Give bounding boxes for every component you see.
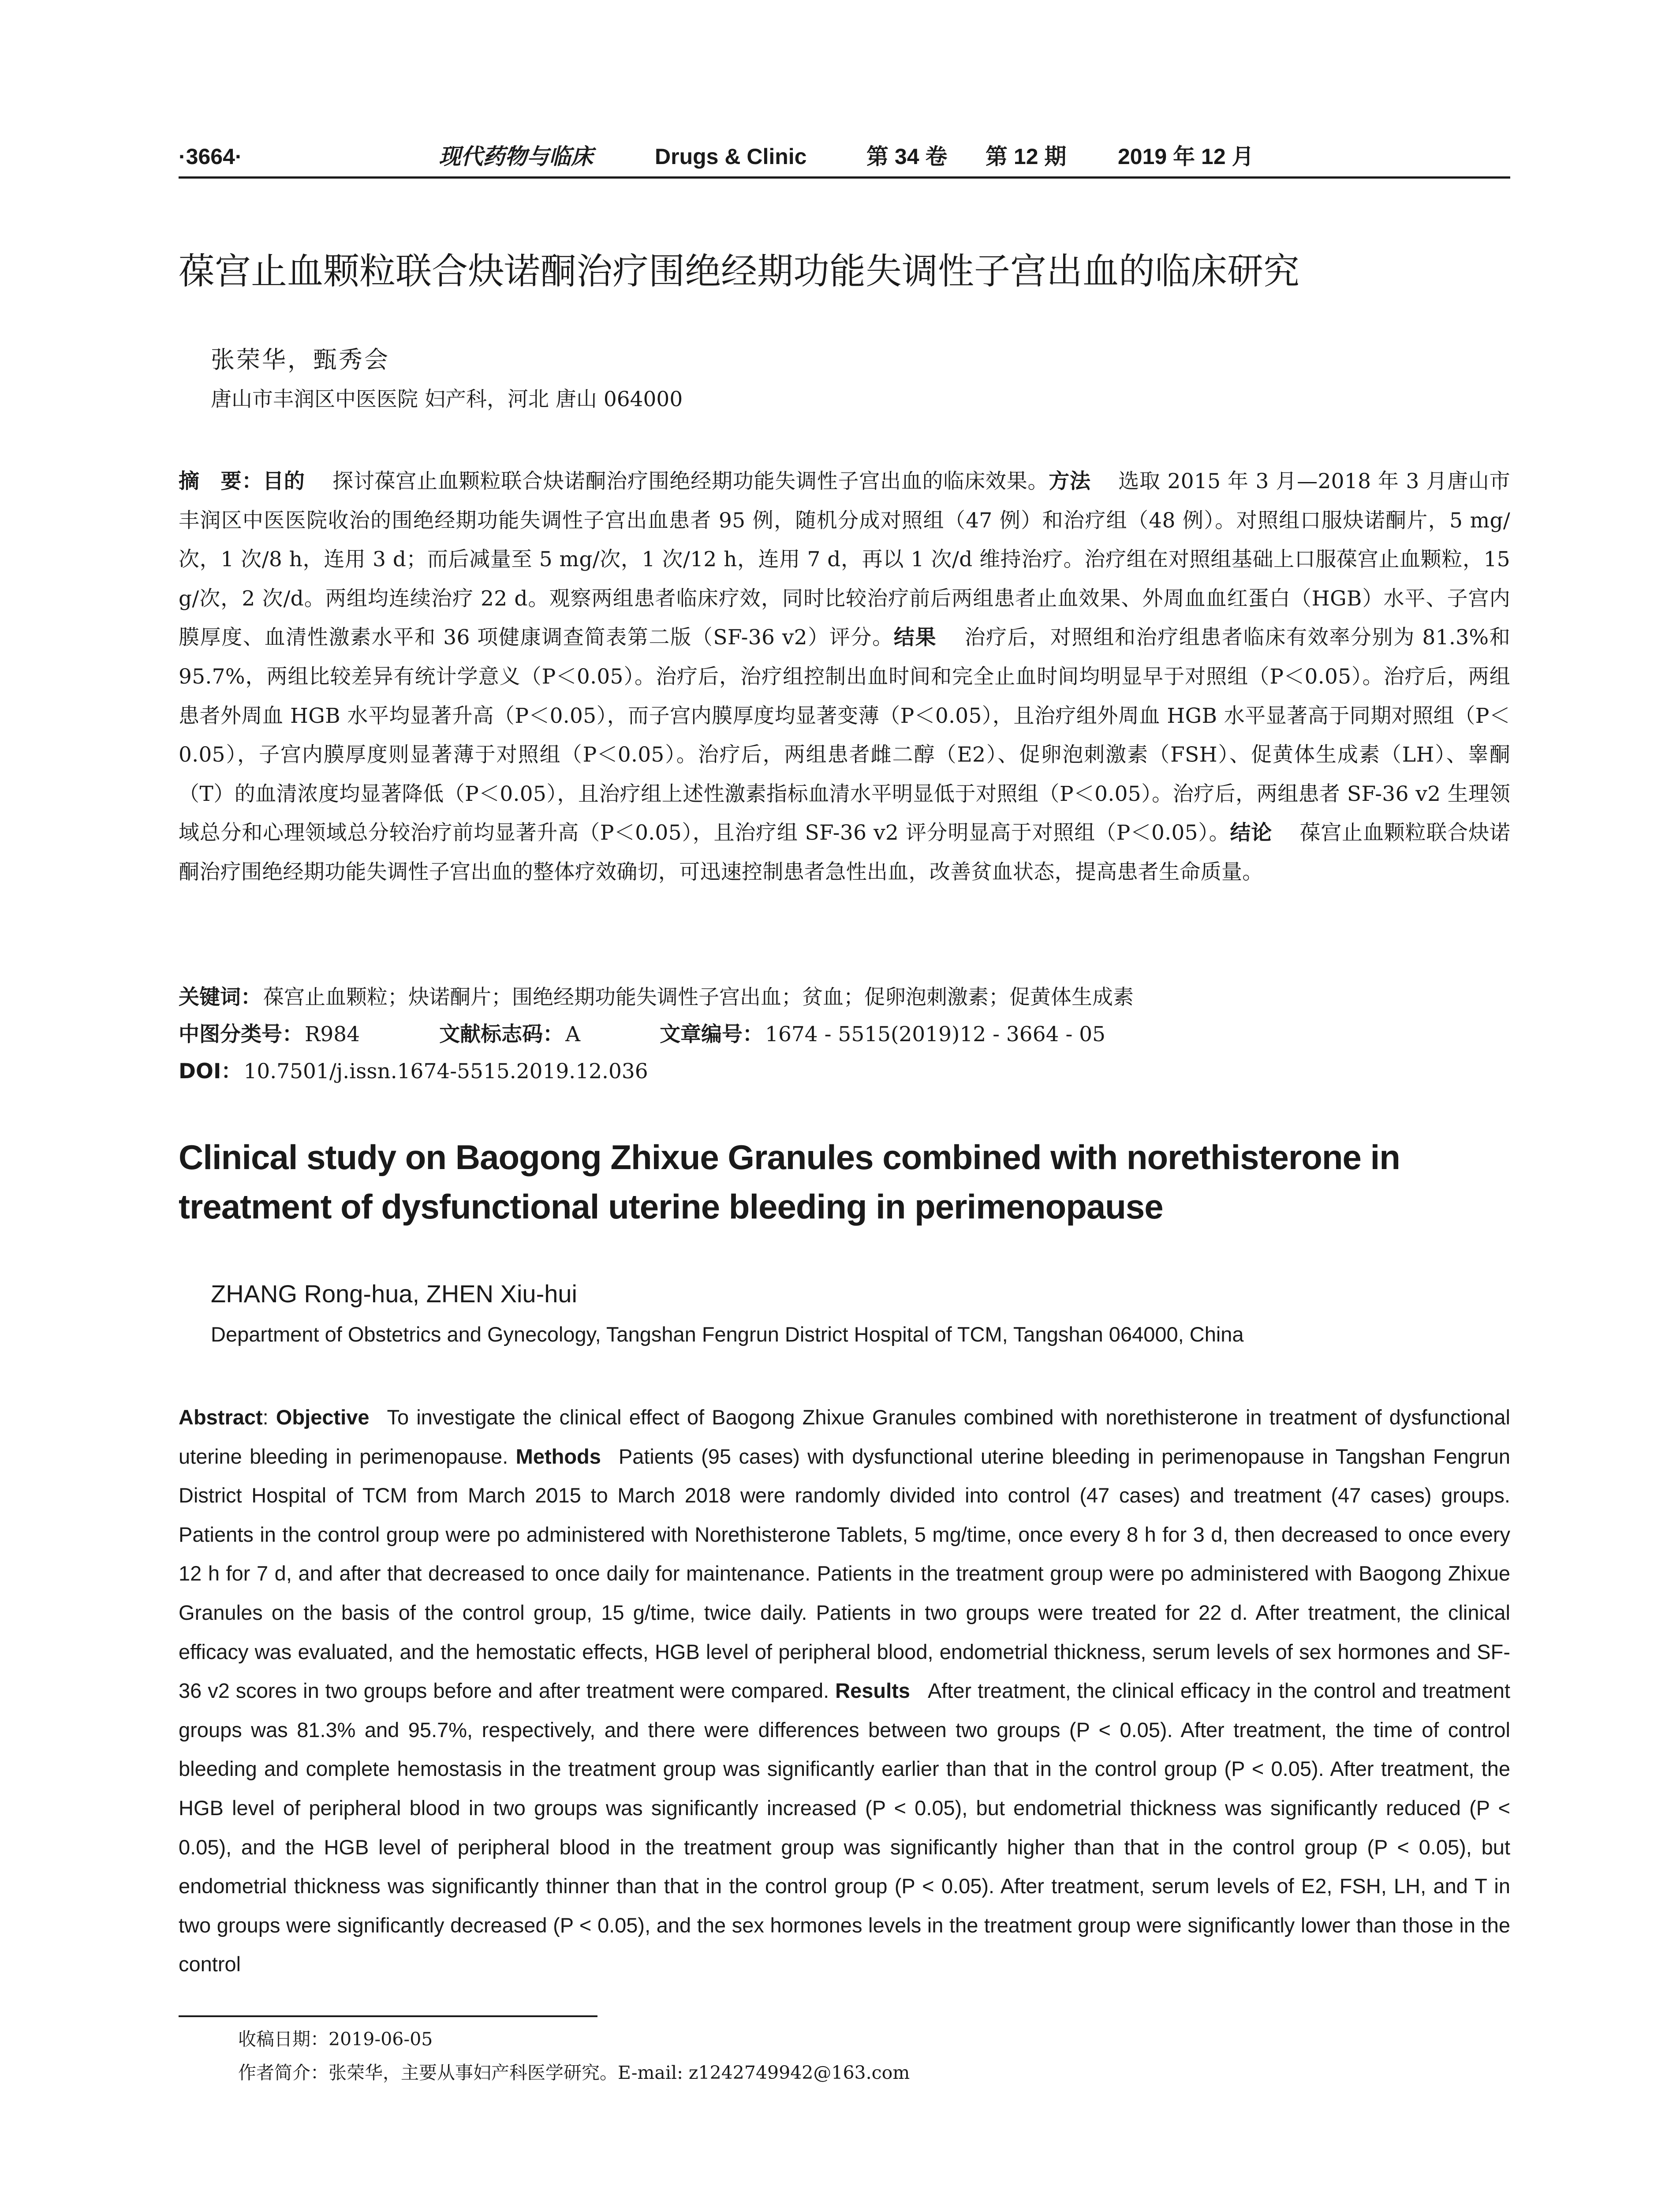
issue: 第 12 期	[986, 144, 1067, 169]
en-results-label: Results	[835, 1679, 910, 1703]
conclusion-label: 结论	[1230, 821, 1273, 845]
running-header	[179, 140, 1510, 173]
issue-date: 2019 年 12 月	[1118, 144, 1254, 169]
methods-text: 选取 2015 年 3 月—2018 年 3 月唐山市丰润区中医医院收治的围绝经期功能失调性子宫出血患者 95 例，随机分成对照组（47 例）和治疗组（48 例）。对照组口服炔诺酮片，5 mg/次，1 次/8 h，连用 3 d；而后减量至 5 mg/次，1 次/12 h，连用 7 d，再以 1 次/d 维持治疗。治疗组在对照组基础上口服葆宫止血颗粒，15 g/次，2 次/d。两组均连续治疗 22 d。观察两组患者临床疗效，同时比较治疗前后两组患者止血效果、外周血血红蛋白（HGB）水平、子宫内膜厚度、血清性激素水平和 36 项健康调查简表第二版（SF-36 v2）评分。	[179, 469, 1510, 650]
english-abstract: Abstract: Objective To investigate the clinical effect of Baogong Zhixue Granules combined with norethisterone in treatment of dysfunctional uterine bleeding in perimenopause. Methods Patients (95 cases) with dysfunctional uterine bleeding in perimenopause in Tangshan Fengrun District Hospital of TCM from March 2015 to March 2018 were randomly divided into control (47 cases) and treatment (47 cases) groups. Patients in the control group were po administered with Norethisterone Tablets, 5 mg/time, once every 8 h for 3 d, then decreased to once every 12 h for 7 d, and after that decreased to once daily for maintenance. Patients in the treatment group were po administered with Baogong Zhixue Granules on the basis of the control group, 15 g/time, twice daily. Patients in two groups were treated for 22 d. After treatment, the clinical efficacy was evaluated, and the hemostatic effects, HGB level of peripheral blood, endometrial thickness, serum levels of sex hormones and SF-36 v2 scores in two groups before and after treatment were compared. Results After treatment, the clinical efficacy in the control and treatment groups was 81.3% and 95.7%, respectively, and there were differences between two groups (P < 0.05). After treatment, the time of control bleeding and complete hemostasis in the treatment group was significantly earlier than that in the control group (P < 0.05). After treatment, the HGB level of peripheral blood in two groups was significantly increased (P < 0.05), but endometrial thickness was significantly reduced (P < 0.05), and the HGB level of peripheral blood in the treatment group was significantly higher than that in the control group (P < 0.05), but endometrial thickness was significantly thinner than that in the control group (P < 0.05). After treatment, serum levels of E2, FSH, LH, and T in two groups were significantly decreased (P < 0.05), and the sex hormones levels in the treatment group were significantly lower than those in the control	[179, 1405, 1510, 1976]
volume: 第 34 卷	[866, 144, 948, 169]
clc-value: R984	[305, 1022, 360, 1046]
en-methods-label: Methods	[515, 1444, 601, 1468]
doc-code-label: 文献标志码：	[439, 1022, 564, 1046]
footnote-rule	[179, 2015, 597, 2017]
journal-name-cn: 现代药物与临床	[439, 143, 593, 169]
received-date: 收稿日期：2019-06-05	[238, 2029, 433, 2050]
doi-line	[179, 1053, 1510, 1090]
chinese-affiliation: 唐山市丰润区中医医院 妇产科，河北 唐山 064000	[211, 387, 683, 411]
doi-value: 10.7501/j.issn.1674-5515.2019.12.036	[243, 1059, 648, 1084]
doc-code-value: A	[565, 1022, 581, 1046]
methods-label: 方法	[1049, 469, 1091, 493]
article-metadata	[179, 979, 1510, 1090]
keywords: 葆宫止血颗粒；炔诺酮片；围绝经期功能失调性子宫出血；贫血；促卵泡刺激素；促黄体生成素	[263, 985, 1134, 1009]
results-label: 结果	[893, 625, 937, 650]
en-abstract-label: Abstract	[179, 1405, 263, 1429]
chinese-authors: 张荣华，甄秀会	[211, 346, 390, 374]
en-objective-label: Objective	[276, 1405, 370, 1429]
conclusion-text: 葆宫止血颗粒联合炔诺酮治疗围绝经期功能失调性子宫出血的整体疗效确切，可迅速控制患者急性出血，改善贫血状态，提高患者生命质量。	[179, 821, 1511, 884]
article-id-value: 1674 - 5515(2019)12 - 3664 - 05	[765, 1022, 1106, 1046]
english-authors: ZHANG Rong-hua, ZHEN Xiu-hui	[211, 1280, 577, 1308]
english-title: Clinical study on Baogong Zhixue Granules combined with norethisterone in treatment of dysfunctional uterine bleeding in perimenopause	[179, 1138, 1400, 1226]
doi-label: DOI：	[179, 1059, 242, 1084]
en-methods-text: Patients (95 cases) with dysfunctional uterine bleeding in perimenopause in Tangshan Fengrun District Hospital of TCM from March 2015 to March 2018 were randomly divided into control (47 cases) and treatment (47 cases) groups. Patients in the control group were po administered with Norethisterone Tablets, 5 mg/time, once every 8 h for 3 d, then decreased to once every 12 h for 7 d, and after that decreased to once daily for maintenance. Patients in the treatment group were po administered with Baogong Zhixue Granules on the basis of the control group, 15 g/time, twice daily. Patients in two groups were treated for 22 d. After treatment, the clinical efficacy was evaluated, and the hemostatic effects, HGB level of peripheral blood, endometrial thickness, serum levels of sex hormones and SF-36 v2 scores in two groups before and after treatment were compared.	[179, 1444, 1510, 1703]
objective-text: 探讨葆宫止血颗粒联合炔诺酮治疗围绝经期功能失调性子宫出血的临床效果。	[332, 469, 1049, 493]
chinese-title: 葆宫止血颗粒联合炔诺酮治疗围绝经期功能失调性子宫出血的临床研究	[179, 250, 1300, 292]
english-affiliation: Department of Obstetrics and Gynecology, Tangshan Fengrun District Hospital of TCM, Tangshan 064000, China	[211, 1323, 1244, 1346]
chinese-abstract	[179, 462, 1510, 892]
article-id-label: 文章编号：	[660, 1022, 764, 1046]
keywords-label: 关键词：	[179, 985, 261, 1009]
objective-label: 目的	[263, 469, 305, 493]
author-bio: 作者简介：张荣华，主要从事妇产科医学研究。E-mail: z1242749942@163.com	[238, 2062, 910, 2083]
header-rule	[179, 176, 1510, 179]
page-number: ·3664·	[179, 144, 243, 169]
en-objective-text: To investigate the clinical effect of Baogong Zhixue Granules combined with norethisterone in treatment of dysfunctional uterine bleeding in perimenopause.	[179, 1405, 1510, 1468]
keywords-line	[179, 979, 1510, 1016]
en-results-text: After treatment, the clinical efficacy in the control and treatment groups was 81.3% and 95.7%, respectively, and there were differences between two groups (P < 0.05). After treatment, the time of control bleeding and complete hemostasis in the treatment group was significantly earlier than that in the control group (P < 0.05). After treatment, the HGB level of peripheral blood in two groups was significantly increased (P < 0.05), but endometrial thickness was significantly reduced (P < 0.05), and the HGB level of peripheral blood in the treatment group was significantly higher than that in the control group (P < 0.05), but endometrial thickness was significantly thinner than that in the control group (P < 0.05). After treatment, serum levels of E2, FSH, LH, and T in two groups were significantly decreased (P < 0.05), and the sex hormones levels in the treatment group were significantly lower than those in the control	[179, 1679, 1510, 1976]
abstract-label: 摘 要：	[179, 469, 263, 493]
classification-line	[179, 1016, 1510, 1053]
journal-name-en: Drugs & Clinic	[655, 144, 807, 169]
results-text: 治疗后，对照组和治疗组患者临床有效率分别为 81.3%和 95.7%，两组比较差异有统计学意义（P＜0.05）。治疗后，治疗组控制出血时间和完全止血时间均明显早于对照组（P＜0.05）。治疗后，两组患者外周血 HGB 水平均显著升高（P＜0.05），而子宫内膜厚度均显著变薄（P＜0.05），且治疗组外周血 HGB 水平显著高于同期对照组（P＜0.05），子宫内膜厚度则显著薄于对照组（P＜0.05）。治疗后，两组患者雌二醇（E2）、促卵泡刺激素（FSH）、促黄体生成素（LH）、睾酮（T）的血清浓度均显著降低（P＜0.05），且治疗组上述性激素指标血清水平明显低于对照组（P＜0.05）。治疗后，两组患者 SF-36 v2 生理领域总分和心理领域总分较治疗前均显著升高（P＜0.05），且治疗组 SF-36 v2 评分明显高于对照组（P＜0.05）。	[179, 625, 1510, 845]
clc-label: 中图分类号：	[179, 1022, 303, 1046]
